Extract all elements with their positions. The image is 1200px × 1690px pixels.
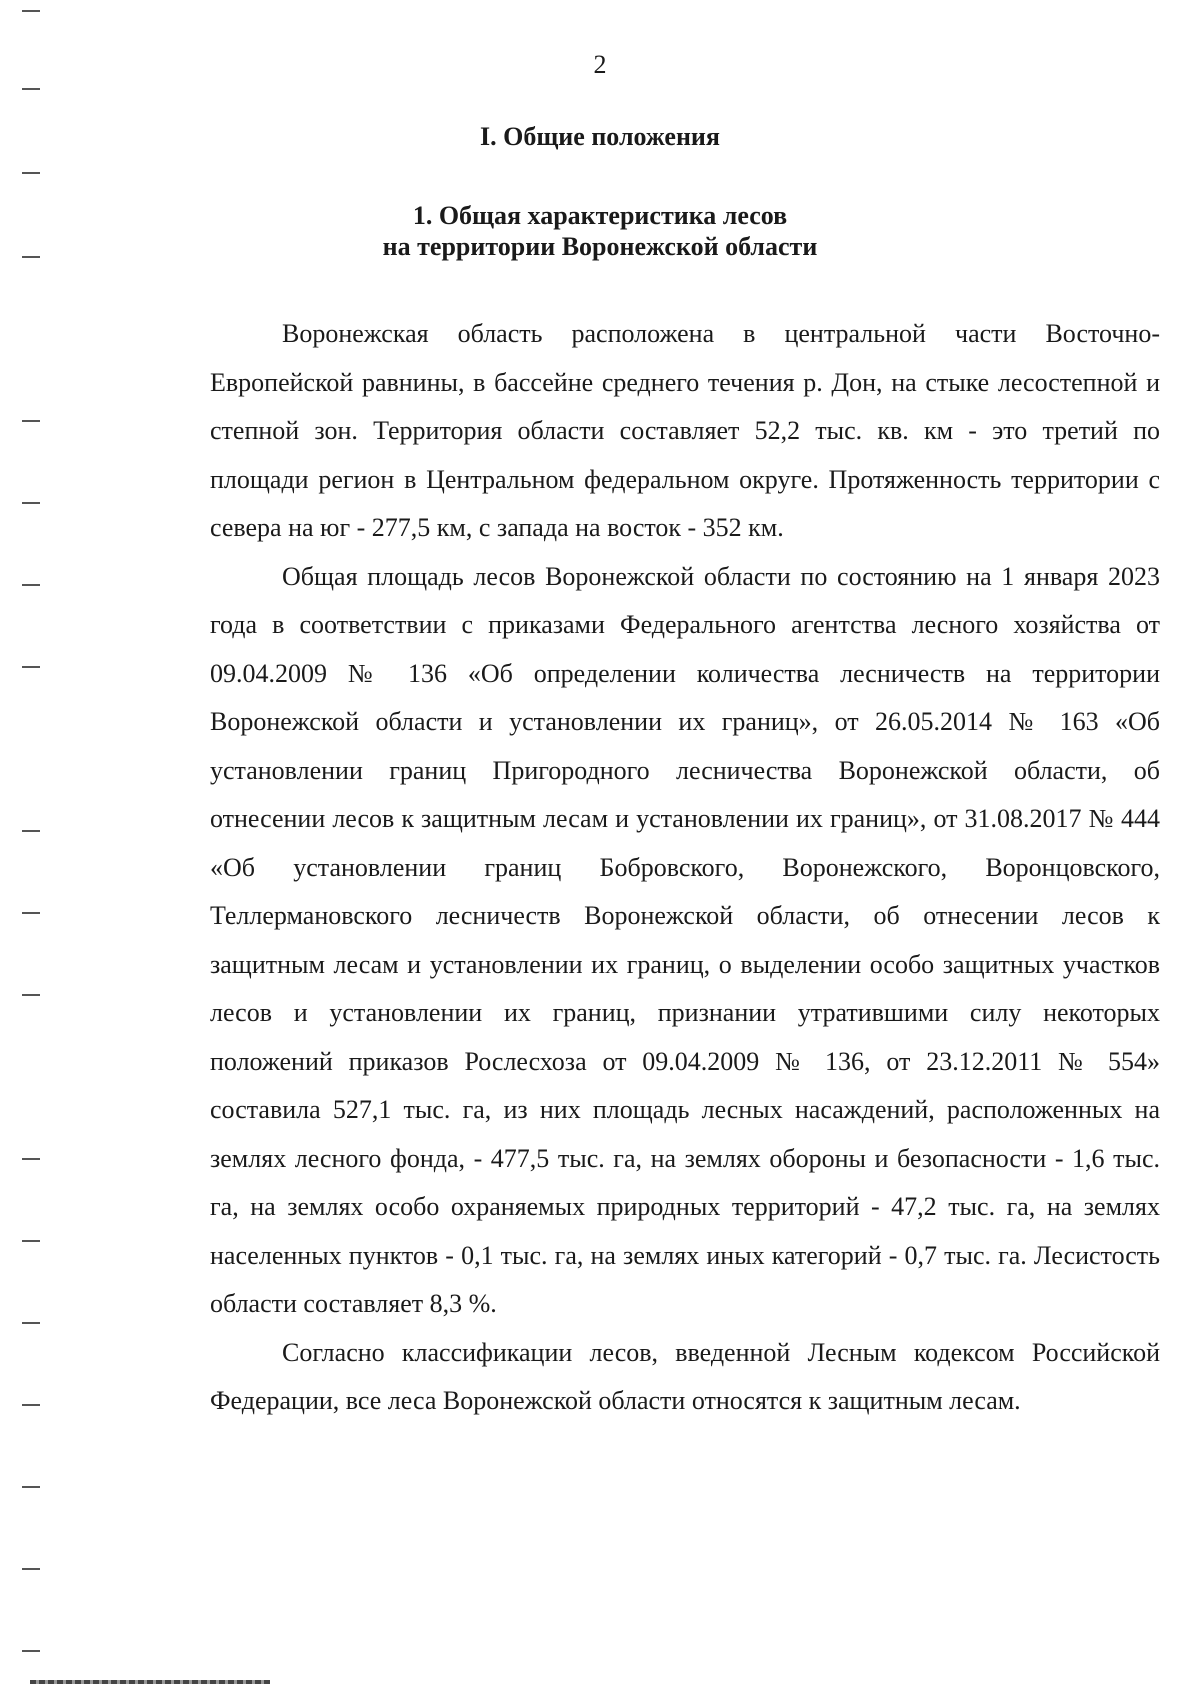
margin-mark [22, 1404, 40, 1406]
paragraph-location: Воронежская область расположена в центральной части Восточно-Европейской равнины, в бассейне среднего течения р. Дон, на стыке лесостепной и степной зон. Территория области составляет 52,2 тыс. кв. км - это третий по площади регион в Центральном федеральном округе. Протяженность территории с севера на юг - 277,5 км, с запада на восток - 352 км. [210, 319, 1160, 542]
subsection-title [0, 200, 1200, 262]
margin-mark [22, 1240, 40, 1242]
subsection-title-line-2: на территории Воронежской области [382, 232, 818, 261]
subsection-title-line-1: 1. Общая характеристика лесов [412, 201, 788, 230]
scan-bottom-edge [30, 1680, 270, 1684]
page-number: 2 [593, 50, 607, 79]
margin-mark [22, 912, 40, 914]
margin-mark [22, 1568, 40, 1570]
margin-mark [22, 666, 40, 668]
margin-mark [22, 420, 40, 422]
paragraph-forest-area: Общая площадь лесов Воронежской области по состоянию на 1 января 2023 года в соответствии с приказами Федерального агентства лесного хозяйства от 09.04.2009 № 136 «Об определении количества лесничеств на территории Воронежской области и установлении их границ», от 26.05.2014 № 163 «Об установлении границ Пригородного лесничества Воронежской области, об отнесении лесов к защитным лесам и установлении их границ», от 31.08.2017 № 444 «Об установлении границ Бобровского, Воронежского, Воронцовского, Теллермановского лесничеств Воронежской области, об отнесении лесов к защитным лесам и установлении их границ, о выделении особо защитных участков лесов и установлении их границ, признании утратившими силу некоторых положений приказов Рослесхоза от 09.04.2009 № 136, от 23.12.2011 № 554» составила 527,1 тыс. га, из них площадь лесных насаждений, расположенных на землях лесного фонда, - 477,5 тыс. га, на землях обороны и безопасности - 1,6 тыс. га, на землях особо охраняемых природных территорий - 47,2 тыс. га, на землях населенных пунктов - 0,1 тыс. га, на землях иных категорий - 0,7 тыс. га. Лесистость области составляет 8,3 %. [210, 561, 1160, 1318]
margin-mark [22, 584, 40, 586]
margin-mark [22, 830, 40, 832]
margin-mark [22, 1486, 40, 1488]
margin-mark [22, 1158, 40, 1160]
paragraph-classification: Согласно классификации лесов, введенной Лесным кодексом Российской Федерации, все леса Воронежской области относятся к защитным лесам. [210, 1337, 1160, 1415]
margin-mark [22, 10, 40, 12]
margin-mark [22, 502, 40, 504]
margin-mark [22, 88, 40, 90]
margin-mark [22, 172, 40, 174]
section-title: I. Общие положения [480, 122, 720, 151]
margin-mark [22, 1322, 40, 1324]
margin-mark [22, 994, 40, 996]
margin-mark [22, 1650, 40, 1652]
body-text [210, 310, 1160, 1426]
